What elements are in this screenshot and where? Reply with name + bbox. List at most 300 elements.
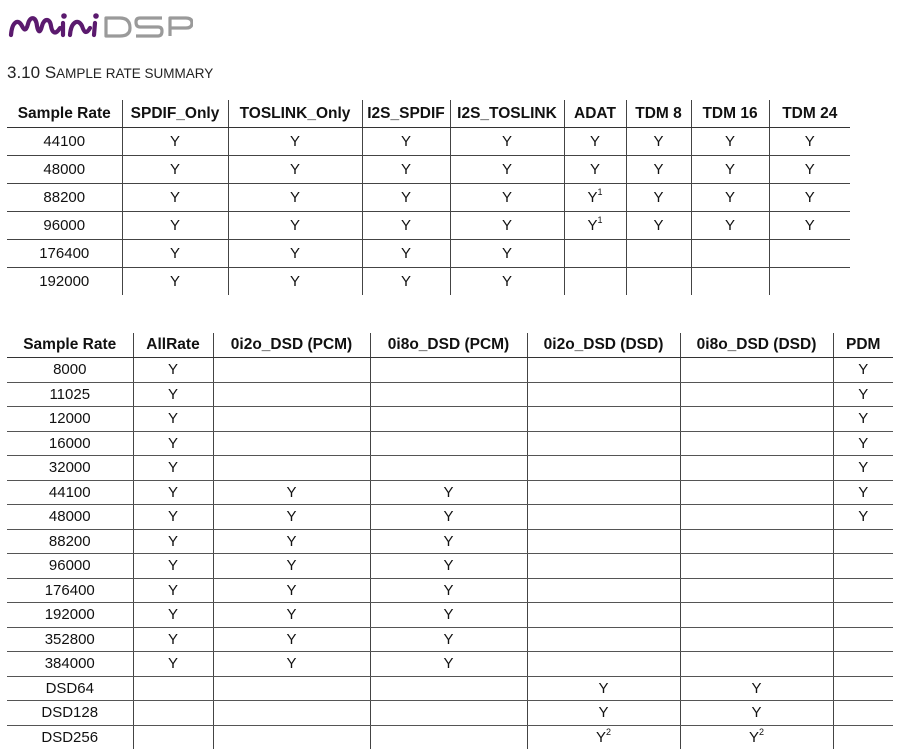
- sample-rate-cell: [7, 652, 133, 677]
- minidsp-logo-graphic: [8, 8, 193, 38]
- cell-value: Y: [286, 532, 297, 550]
- cell-value: 192000: [44, 606, 95, 624]
- column-header: PDM: [833, 333, 893, 358]
- sample-rate-cell: [7, 578, 133, 603]
- table-header-row: [7, 100, 850, 128]
- cell-value: Y: [289, 273, 300, 290]
- table-row: [7, 456, 893, 481]
- cell-value: Y: [751, 704, 762, 722]
- column-header: TDM 24: [769, 100, 850, 128]
- cell-value: Y: [598, 679, 609, 697]
- support-cell: [680, 578, 833, 603]
- support-cell: [133, 382, 213, 407]
- column-header: Sample Rate: [7, 333, 133, 358]
- cell-value: Y: [289, 217, 300, 234]
- sample-rate-cell: [7, 431, 133, 456]
- sample-rate-cell: [7, 701, 133, 726]
- column-header: 0i8o_DSD (PCM): [370, 333, 527, 358]
- support-cell: [833, 358, 893, 383]
- cell-value: Y: [167, 606, 178, 624]
- support-cell: [370, 456, 527, 481]
- support-cell: [213, 431, 370, 456]
- sample-rate-cell: [7, 156, 122, 184]
- cell-value: Y: [501, 189, 512, 206]
- support-cell: [626, 268, 691, 296]
- support-cell: [527, 725, 680, 749]
- section-number: 3.10: [7, 63, 41, 82]
- support-cell: [122, 212, 228, 240]
- cell-value: Y: [169, 133, 180, 150]
- cell-value: Y: [858, 361, 869, 379]
- cell-value: Y: [501, 273, 512, 290]
- cell-value: Y: [501, 245, 512, 262]
- cell-value: Y: [804, 133, 815, 150]
- cell-value: Y: [443, 557, 454, 575]
- support-cell: [133, 529, 213, 554]
- footnote-marker: 2: [606, 726, 612, 737]
- cell-value: Y: [589, 133, 600, 150]
- cell-value: Y: [286, 630, 297, 648]
- support-cell: [133, 578, 213, 603]
- cell-value: Y: [286, 508, 297, 526]
- cell-value: Y: [653, 161, 664, 178]
- support-cell: [833, 554, 893, 579]
- cell-value: 11025: [49, 385, 91, 403]
- support-cell: [691, 240, 769, 268]
- sample-rate-cell: [7, 358, 133, 383]
- cell-value: Y: [748, 728, 759, 746]
- cell-value: 352800: [44, 630, 95, 648]
- sample-rate-cell: [7, 529, 133, 554]
- table-row: [7, 725, 893, 749]
- support-cell: [680, 407, 833, 432]
- cell-value: Y: [400, 245, 411, 262]
- footnote-marker: 1: [597, 215, 603, 225]
- sample-rate-cell: [7, 382, 133, 407]
- cell-value: Y: [501, 133, 512, 150]
- support-cell: [133, 676, 213, 701]
- support-cell: [564, 212, 626, 240]
- table-row: [7, 480, 893, 505]
- cell-value: 88200: [43, 189, 86, 206]
- sample-rate-cell: [7, 268, 122, 296]
- support-cell: [133, 431, 213, 456]
- support-cell: [370, 603, 527, 628]
- cell-value: Y: [169, 217, 180, 234]
- support-cell: [213, 603, 370, 628]
- support-cell: [362, 156, 450, 184]
- sample-rate-cell: [7, 480, 133, 505]
- support-cell: [527, 382, 680, 407]
- support-cell: [564, 268, 626, 296]
- cell-value: Y: [858, 508, 869, 526]
- cell-value: DSD128: [41, 704, 99, 722]
- support-cell: [527, 578, 680, 603]
- sample-rate-cell: [7, 128, 122, 156]
- support-cell: [450, 212, 564, 240]
- table-row: [7, 627, 893, 652]
- support-cell: [122, 128, 228, 156]
- support-cell: [213, 529, 370, 554]
- support-cell: [370, 505, 527, 530]
- support-cell: [450, 184, 564, 212]
- support-cell: [370, 725, 527, 749]
- support-cell: [213, 358, 370, 383]
- support-cell: [527, 358, 680, 383]
- cell-value: Y: [858, 434, 869, 452]
- support-cell: [527, 652, 680, 677]
- support-cell: [769, 128, 850, 156]
- support-cell: [122, 156, 228, 184]
- support-cell: [527, 529, 680, 554]
- support-cell: [833, 456, 893, 481]
- support-cell: [564, 184, 626, 212]
- support-cell: [362, 212, 450, 240]
- support-cell: [228, 128, 362, 156]
- cell-value: Y: [858, 410, 869, 428]
- cell-value: Y: [501, 217, 512, 234]
- support-cell: [680, 701, 833, 726]
- support-cell: [833, 652, 893, 677]
- support-cell: [691, 156, 769, 184]
- support-cell: [691, 128, 769, 156]
- column-header: 0i2o_DSD (PCM): [213, 333, 370, 358]
- table-row: [7, 578, 893, 603]
- table-row: [7, 240, 850, 268]
- column-header: AllRate: [133, 333, 213, 358]
- cell-value: Y: [169, 189, 180, 206]
- support-cell: [213, 554, 370, 579]
- support-cell: [527, 480, 680, 505]
- section-title-first-letter: S: [44, 63, 57, 82]
- cell-value: 96000: [48, 557, 91, 575]
- support-cell: [691, 212, 769, 240]
- cell-value: Y: [443, 532, 454, 550]
- support-cell: [680, 505, 833, 530]
- support-cell: [370, 554, 527, 579]
- support-cell: [564, 128, 626, 156]
- support-cell: [450, 268, 564, 296]
- support-cell: [527, 456, 680, 481]
- cell-value: Y: [443, 606, 454, 624]
- support-cell: [833, 505, 893, 530]
- support-cell: [133, 725, 213, 749]
- cell-value: 16000: [48, 434, 91, 452]
- column-header: I2S_TOSLINK: [450, 100, 564, 128]
- table-row: [7, 382, 893, 407]
- support-cell: [626, 156, 691, 184]
- cell-value: 48000: [43, 161, 86, 178]
- support-cell: [370, 480, 527, 505]
- support-cell: [133, 554, 213, 579]
- support-cell: [680, 627, 833, 652]
- support-cell: [213, 382, 370, 407]
- support-cell: [133, 505, 213, 530]
- cell-value: Y: [167, 361, 178, 379]
- support-cell: [370, 578, 527, 603]
- support-cell: [370, 627, 527, 652]
- table-row: [7, 529, 893, 554]
- table-row: [7, 358, 893, 383]
- support-cell: [769, 212, 850, 240]
- column-header: 0i8o_DSD (DSD): [680, 333, 833, 358]
- sample-rate-cell: [7, 725, 133, 749]
- support-cell: [213, 505, 370, 530]
- sample-rate-cell: [7, 676, 133, 701]
- support-cell: [527, 676, 680, 701]
- support-cell: [833, 725, 893, 749]
- support-cell: [680, 652, 833, 677]
- cell-value: Y: [724, 189, 735, 206]
- cell-value: Y: [804, 189, 815, 206]
- support-cell: [833, 382, 893, 407]
- cell-value: 384000: [44, 655, 95, 673]
- support-cell: [680, 725, 833, 749]
- table-row: [7, 156, 850, 184]
- column-header: ADAT: [564, 100, 626, 128]
- cell-value: Y: [167, 508, 178, 526]
- cell-value: Y: [167, 655, 178, 673]
- cell-value: Y: [289, 161, 300, 178]
- support-cell: [213, 480, 370, 505]
- support-cell: [122, 268, 228, 296]
- support-cell: [680, 603, 833, 628]
- support-cell: [680, 554, 833, 579]
- support-cell: [564, 156, 626, 184]
- cell-value: 96000: [43, 217, 86, 234]
- column-header: TOSLINK_Only: [228, 100, 362, 128]
- cell-value: Y: [443, 508, 454, 526]
- cell-value: Y: [286, 581, 297, 599]
- column-header: SPDIF_Only: [122, 100, 228, 128]
- table-row: [7, 505, 893, 530]
- table-row: [7, 554, 893, 579]
- cell-value: Y: [501, 161, 512, 178]
- table-row: [7, 128, 850, 156]
- cell-value: Y: [400, 189, 411, 206]
- sample-rate-table-firmware: [7, 333, 893, 749]
- support-cell: [527, 603, 680, 628]
- support-cell: [691, 184, 769, 212]
- cell-value: Y: [598, 704, 609, 722]
- cell-value: Y: [289, 133, 300, 150]
- support-cell: [833, 407, 893, 432]
- support-cell: [133, 456, 213, 481]
- support-cell: [769, 268, 850, 296]
- support-cell: [228, 156, 362, 184]
- column-header: Sample Rate: [7, 100, 122, 128]
- minidsp-logo: [8, 8, 193, 38]
- sample-rate-cell: [7, 603, 133, 628]
- support-cell: [626, 128, 691, 156]
- cell-value: Y: [724, 161, 735, 178]
- support-cell: [450, 240, 564, 268]
- cell-value: Y: [595, 728, 606, 746]
- cell-value: 48000: [48, 508, 91, 526]
- support-cell: [133, 358, 213, 383]
- cell-value: Y: [169, 273, 180, 290]
- cell-value: 88200: [48, 532, 91, 550]
- sample-rate-cell: [7, 240, 122, 268]
- cell-value: Y: [589, 161, 600, 178]
- support-cell: [833, 701, 893, 726]
- cell-value: Y: [653, 217, 664, 234]
- support-cell: [833, 627, 893, 652]
- cell-value: Y: [286, 557, 297, 575]
- column-header: 0i2o_DSD (DSD): [527, 333, 680, 358]
- sample-rate-cell: [7, 627, 133, 652]
- cell-value: Y: [400, 217, 411, 234]
- support-cell: [833, 676, 893, 701]
- column-header: TDM 16: [691, 100, 769, 128]
- support-cell: [626, 184, 691, 212]
- sample-rate-table-interfaces: [7, 100, 850, 295]
- support-cell: [626, 212, 691, 240]
- column-header: I2S_SPDIF: [362, 100, 450, 128]
- cell-value: Y: [443, 483, 454, 501]
- table-row: [7, 431, 893, 456]
- cell-value: DSD256: [41, 728, 99, 746]
- support-cell: [213, 652, 370, 677]
- support-cell: [370, 701, 527, 726]
- sample-rate-cell: [7, 505, 133, 530]
- cell-value: Y: [858, 483, 869, 501]
- support-cell: [213, 456, 370, 481]
- cell-value: 44100: [43, 133, 86, 150]
- section-title-rest: AMPLE RATE SUMMARY: [56, 66, 214, 81]
- sample-rate-cell: [7, 212, 122, 240]
- footnote-marker: 1: [597, 187, 603, 197]
- support-cell: [133, 603, 213, 628]
- support-cell: [228, 268, 362, 296]
- cell-value: Y: [289, 189, 300, 206]
- support-cell: [370, 407, 527, 432]
- table-header-row: [7, 333, 893, 358]
- support-cell: [213, 725, 370, 749]
- cell-value: Y: [167, 459, 178, 477]
- support-cell: [370, 358, 527, 383]
- table-row: [7, 676, 893, 701]
- support-cell: [626, 240, 691, 268]
- support-cell: [450, 156, 564, 184]
- support-cell: [133, 652, 213, 677]
- cell-value: Y: [167, 434, 178, 452]
- section-title: [7, 63, 213, 83]
- cell-value: Y: [286, 606, 297, 624]
- cell-value: Y: [167, 385, 178, 403]
- support-cell: [228, 212, 362, 240]
- support-cell: [362, 128, 450, 156]
- support-cell: [680, 529, 833, 554]
- table-row: [7, 212, 850, 240]
- support-cell: [680, 358, 833, 383]
- sample-rate-cell: [7, 184, 122, 212]
- cell-value: Y: [724, 217, 735, 234]
- cell-value: Y: [858, 459, 869, 477]
- support-cell: [213, 578, 370, 603]
- support-cell: [769, 184, 850, 212]
- support-cell: [680, 382, 833, 407]
- table-row: [7, 652, 893, 677]
- cell-value: Y: [751, 679, 762, 697]
- support-cell: [680, 456, 833, 481]
- cell-value: Y: [443, 630, 454, 648]
- cell-value: Y: [443, 581, 454, 599]
- cell-value: Y: [858, 385, 869, 403]
- support-cell: [564, 240, 626, 268]
- support-cell: [362, 184, 450, 212]
- cell-value: Y: [587, 217, 598, 234]
- cell-value: Y: [286, 655, 297, 673]
- cell-value: Y: [804, 217, 815, 234]
- table-row: [7, 407, 893, 432]
- cell-value: Y: [724, 133, 735, 150]
- cell-value: Y: [289, 245, 300, 262]
- cell-value: Y: [167, 557, 178, 575]
- cell-value: Y: [653, 189, 664, 206]
- support-cell: [133, 701, 213, 726]
- support-cell: [833, 480, 893, 505]
- support-cell: [370, 431, 527, 456]
- support-cell: [122, 184, 228, 212]
- support-cell: [213, 407, 370, 432]
- cell-value: Y: [167, 410, 178, 428]
- support-cell: [133, 407, 213, 432]
- support-cell: [527, 431, 680, 456]
- support-cell: [833, 529, 893, 554]
- support-cell: [122, 240, 228, 268]
- cell-value: 176400: [39, 245, 90, 262]
- cell-value: Y: [167, 581, 178, 599]
- support-cell: [769, 156, 850, 184]
- support-cell: [370, 676, 527, 701]
- cell-value: Y: [653, 133, 664, 150]
- table-row: [7, 701, 893, 726]
- cell-value: DSD64: [45, 679, 94, 697]
- support-cell: [527, 627, 680, 652]
- support-cell: [680, 480, 833, 505]
- support-cell: [833, 578, 893, 603]
- support-cell: [213, 701, 370, 726]
- cell-value: Y: [400, 133, 411, 150]
- support-cell: [362, 268, 450, 296]
- support-cell: [228, 184, 362, 212]
- support-cell: [769, 240, 850, 268]
- cell-value: 192000: [39, 273, 90, 290]
- support-cell: [133, 627, 213, 652]
- support-cell: [450, 128, 564, 156]
- cell-value: Y: [169, 245, 180, 262]
- cell-value: Y: [167, 630, 178, 648]
- cell-value: Y: [169, 161, 180, 178]
- support-cell: [833, 603, 893, 628]
- support-cell: [833, 431, 893, 456]
- sample-rate-cell: [7, 554, 133, 579]
- cell-value: 176400: [44, 581, 95, 599]
- cell-value: Y: [167, 532, 178, 550]
- cell-value: 32000: [48, 459, 91, 477]
- support-cell: [527, 701, 680, 726]
- support-cell: [228, 240, 362, 268]
- cell-value: Y: [587, 189, 598, 206]
- support-cell: [370, 529, 527, 554]
- cell-value: 12000: [48, 410, 91, 428]
- sample-rate-cell: [7, 456, 133, 481]
- sample-rate-cell: [7, 407, 133, 432]
- cell-value: Y: [400, 161, 411, 178]
- support-cell: [680, 431, 833, 456]
- cell-value: 44100: [48, 483, 91, 501]
